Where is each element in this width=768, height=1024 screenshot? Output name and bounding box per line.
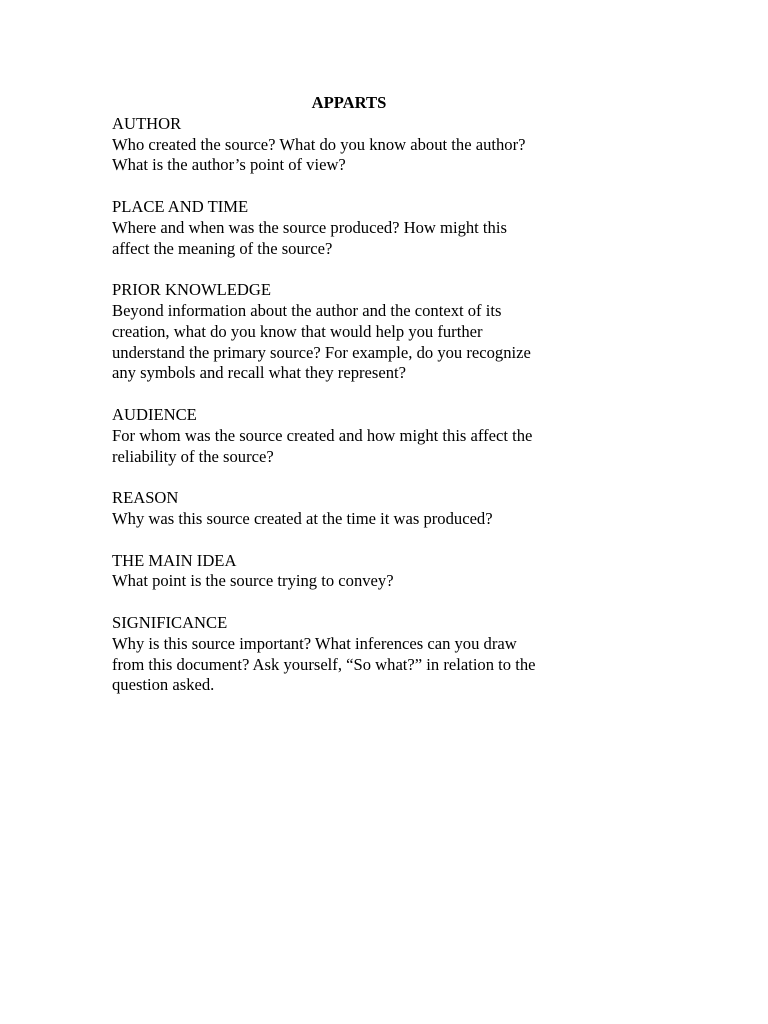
- section-author: [112, 114, 582, 176]
- body-line: Why is this source important? What inferences can you draw: [112, 633, 517, 653]
- body-line: from this document? Ask yourself, “So what?” in relation to the: [112, 654, 536, 674]
- body-line: For whom was the source created and how might this affect the: [112, 425, 533, 445]
- body-line: What is the author’s point of view?: [112, 155, 346, 175]
- section-body: [112, 634, 582, 696]
- body-line: What point is the source trying to convey?: [112, 571, 394, 591]
- body-line: Who created the source? What do you know about the author?: [112, 134, 526, 154]
- section-heading: AUTHOR: [112, 113, 182, 133]
- section-heading: THE MAIN IDEA: [112, 550, 237, 570]
- sections-container: [112, 114, 582, 696]
- body-line: understand the primary source? For example, do you recognize: [112, 342, 531, 362]
- body-line: any symbols and recall what they represent?: [112, 363, 406, 383]
- section-prior-knowledge: [112, 280, 582, 384]
- body-line: creation, what do you know that would help you further: [112, 321, 483, 341]
- body-line: question asked.: [112, 675, 215, 695]
- section-heading: PLACE AND TIME: [112, 196, 249, 216]
- section-heading: AUDIENCE: [112, 404, 197, 424]
- section-audience: [112, 405, 582, 467]
- section-reason: [112, 488, 582, 530]
- section-heading: PRIOR KNOWLEDGE: [112, 280, 272, 300]
- section-heading: SIGNIFICANCE: [112, 612, 228, 632]
- section-body: [112, 509, 582, 530]
- section-significance: [112, 613, 582, 696]
- document-page: [112, 93, 582, 717]
- body-line: reliability of the source?: [112, 446, 274, 466]
- section-heading: REASON: [112, 488, 179, 508]
- section-body: [112, 426, 582, 468]
- body-line: affect the meaning of the source?: [112, 238, 333, 258]
- section-body: [112, 218, 582, 260]
- section-the-main-idea: [112, 551, 582, 593]
- section-body: [112, 571, 582, 592]
- section-place-and-time: [112, 197, 582, 259]
- section-body: [112, 135, 582, 177]
- body-line: Beyond information about the author and the context of its: [112, 300, 502, 320]
- body-line: Where and when was the source produced? How might this: [112, 217, 507, 237]
- body-line: Why was this source created at the time it was produced?: [112, 508, 493, 528]
- section-body: [112, 301, 582, 384]
- document-title: APPARTS: [311, 93, 387, 112]
